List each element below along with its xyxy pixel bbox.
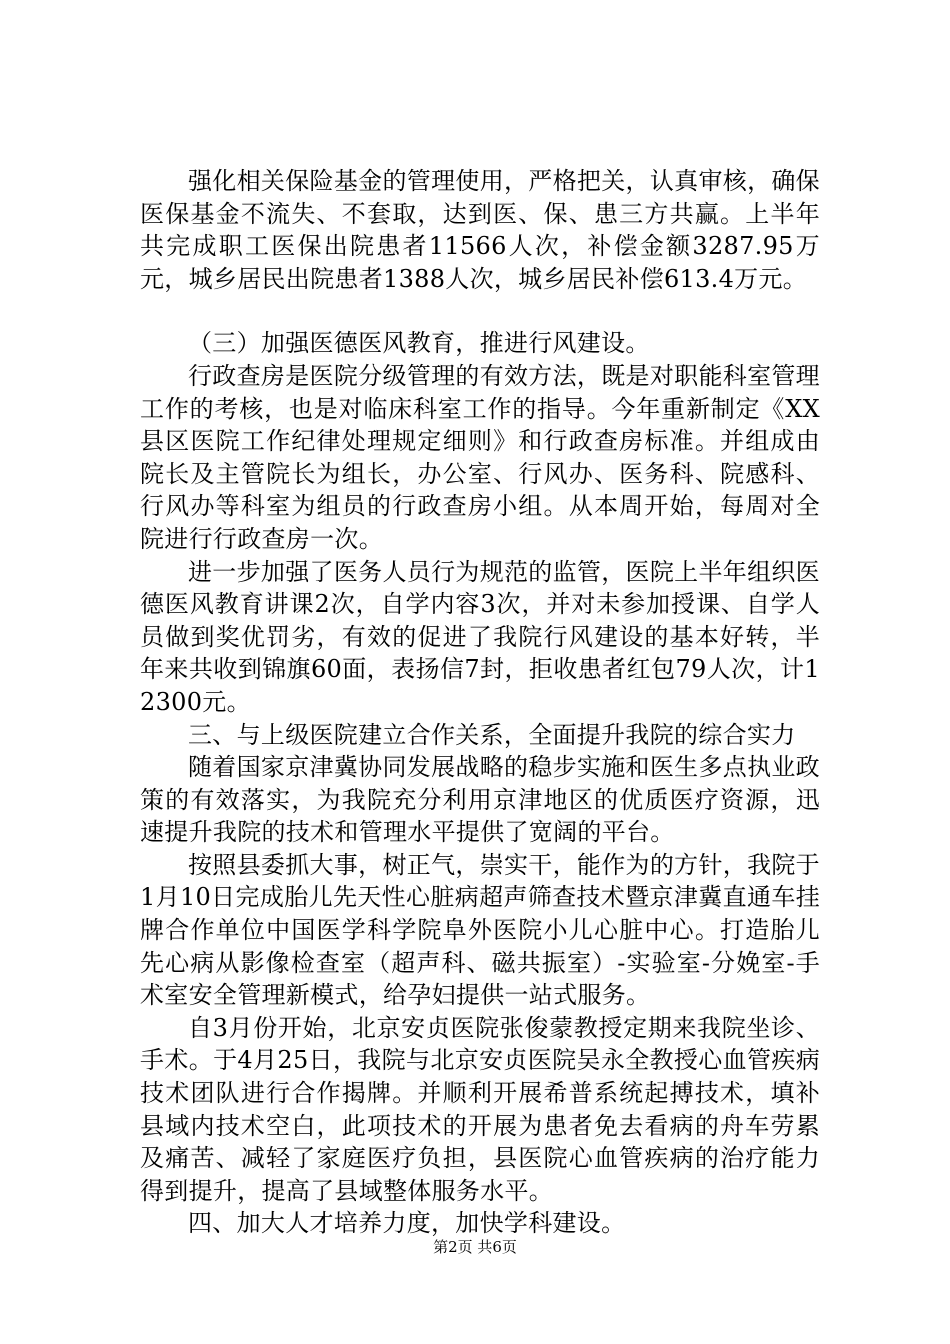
paragraph-fuwai-cooperation: 按照县委抓大事，树正气，崇实干，能作为的方针，我院于1月10日完成胎儿先天性心脏病超声筛查技术暨京津冀直通车挂牌合作单位中国医学科学院阜外医院小儿心脏中心。打造胎儿先心病从影像检查室（超声科、磁共振室）-实验室-分娩室-手术室安全管理新模式，给孕妇提供一站式服务。: [140, 850, 820, 1010]
paragraph-administrative-rounds: 行政查房是医院分级管理的有效方法，既是对职能科室管理工作的考核，也是对临床科室工作的指导。今年重新制定《XX县区医院工作纪律处理规定细则》和行政查房标准。并组成由院长及主管院长为组长，办公室、行风办、医务科、院感科、行风办等科室为组员的行政查房小组。从本周开始，每周对全院进行行政查房一次。: [140, 361, 820, 553]
section-heading-ethics: （三）加强医德医风教育，推进行风建设。: [188, 329, 650, 358]
paragraph-jingjinji-strategy: 随着国家京津冀协同发展战略的稳步实施和医生多点执业政策的有效落实，为我院充分利用京津地区的优质医疗资源，迅速提升我院的技术和管理水平提供了宽阔的平台。: [140, 753, 820, 847]
page-number-footer: 第2页 共6页: [433, 1238, 517, 1256]
paragraph-insurance-fund: 强化相关保险基金的管理使用，严格把关，认真审核，确保医保基金不流失、不套取，达到医、保、患三方共赢。上半年共完成职工医保出院患者11566人次，补偿金额3287.95万元，城乡居民出院患者1388人次，城乡居民补偿613.4万元。: [140, 167, 820, 293]
paragraph-conduct-supervision: 进一步加强了医务人员行为规范的监管，医院上半年组织医德医风教育讲课2次，自学内容3次，并对未参加授课、自学人员做到奖优罚劣，有效的促进了我院行风建设的基本好转，半年来共收到锦旗60面，表扬信7封，拒收患者红包79人次，计12300元。: [140, 557, 820, 716]
section-heading-cooperation: 三、与上级医院建立合作关系，全面提升我院的综合实力: [188, 720, 796, 749]
section-heading-talent: 四、加大人才培养力度，加快学科建设。: [188, 1209, 626, 1238]
document-body: [140, 165, 820, 1240]
paragraph-anzhen-cooperation: 自3月份开始，北京安贞医院张俊蒙教授定期来我院坐诊、手术。于4月25日，我院与北京安贞医院吴永全教授心血管疾病技术团队进行合作揭牌。并顺利开展希普系统起搏技术，填补县域内技术空白，此项技术的开展为患者免去看病的舟车劳累及痛苦、减轻了家庭医疗负担，县医院心血管疾病的治疗能力得到提升，提高了县域整体服务水平。: [140, 1013, 820, 1205]
